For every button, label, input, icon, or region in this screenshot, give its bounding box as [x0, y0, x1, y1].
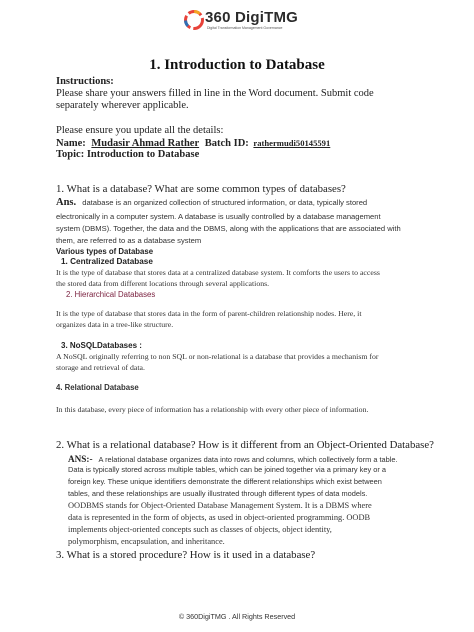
- page-footer: © 360DigiTMG . All Rights Reserved: [178, 612, 296, 621]
- brand-logo: [183, 7, 303, 35]
- q2-answer-line-7: implements object-oriented concepts such as classes of objects, object identity,: [68, 525, 332, 534]
- q2-answer-line-1: [68, 453, 398, 465]
- instructions-heading: Instructions:: [56, 76, 114, 87]
- name-label: Name:: [56, 138, 86, 149]
- q2-answer-line-2: Data is typically stored across multiple tables, which can be joined together via a primary key or a: [68, 465, 386, 474]
- name-value: Mudasir Ahmad Rather: [91, 138, 200, 149]
- q1-answer-line-3: system (DBMS). Together, the data and the DBMS, along with the applications that are associated with: [56, 224, 401, 233]
- hierarchical-heading: 2. Hierarchical Databases: [66, 290, 156, 299]
- question-2: 2. What is a relational database? How is it different from an Object-Oriented Database?: [56, 439, 434, 451]
- q2-answer-line-5: OODBMS stands for Object-Oriented Database Management System. It is a DBMS where: [68, 501, 372, 510]
- logo-tagline: Digital Transformation Management Governance: [207, 26, 283, 30]
- q2-answer-line-6: data is represented in the form of objects, as used in object-oriented programming. OODB: [68, 513, 371, 522]
- hierarchical-line-1: It is the type of database that stores data in the form of parent-children relationship nodes. Here, it: [56, 309, 362, 318]
- logo-ring-icon: [183, 9, 205, 31]
- question-1: 1. What is a database? What are some common types of databases?: [56, 183, 346, 195]
- q1-ans-text-1: database is an organized collection of structured information, or data, typically stored: [82, 198, 368, 207]
- instructions-line-1: Please share your answers filled in line in the Word document. Submit code: [56, 88, 374, 99]
- relational-heading: 4. Relational Database: [56, 383, 139, 392]
- nosql-heading: 3. NoSQLDatabases :: [61, 341, 142, 350]
- q1-answer-line-2: electronically in a computer system. A database is usually controlled by a database management: [56, 212, 381, 221]
- q2-answer-line-4: tables, and these relationships are usually illustrated through different types of data models.: [68, 489, 368, 498]
- relational-line-1: In this database, every piece of information has a relationship with every other piece of information.: [56, 405, 369, 414]
- document-title: 1. Introduction to Database: [149, 57, 325, 73]
- question-3: 3. What is a stored procedure? How is it used in a database?: [56, 549, 316, 561]
- topic-line: Topic: Introduction to Database: [56, 149, 200, 160]
- centralized-line-1: It is the type of database that stores data at a centralized database system. It comforts the users to access: [56, 268, 380, 277]
- q1-answer-line-4: them, are referred to as a database system: [56, 236, 202, 245]
- instructions-line-3: Please ensure you update all the details:: [56, 125, 224, 136]
- logo-text: 360 DigiTMG: [205, 9, 299, 26]
- q2-ans-label: ANS:-: [68, 454, 93, 464]
- centralized-heading: 1. Centralized Database: [61, 257, 153, 266]
- q2-ans-text-1: A relational database organizes data into rows and columns, which collectively form a table.: [98, 455, 398, 464]
- q2-answer-line-3: foreign key. These unique identifiers demonstrate the different relationships which exist between: [68, 477, 382, 486]
- q1-ans-label: Ans.: [56, 197, 77, 208]
- batch-value: rathermudi50145591: [253, 138, 331, 148]
- centralized-line-2: the stored data from different locations through several applications.: [56, 279, 270, 288]
- hierarchical-line-2: organizes data in a tree-like structure.: [56, 320, 174, 329]
- nosql-line-1: A NoSQL originally referring to non SQL or non-relational is a database that provides a mechanism for: [56, 352, 379, 361]
- db-types-heading: Various types of Database: [56, 247, 154, 256]
- instructions-line-2: separately wherever applicable.: [56, 100, 189, 111]
- batch-label: Batch ID:: [204, 138, 249, 149]
- q1-answer-line-1: [56, 198, 367, 208]
- nosql-line-2: storage and retrieval of data.: [56, 363, 145, 372]
- q2-answer-line-8: polymorphism, encapsulation, and inheritance.: [68, 537, 225, 546]
